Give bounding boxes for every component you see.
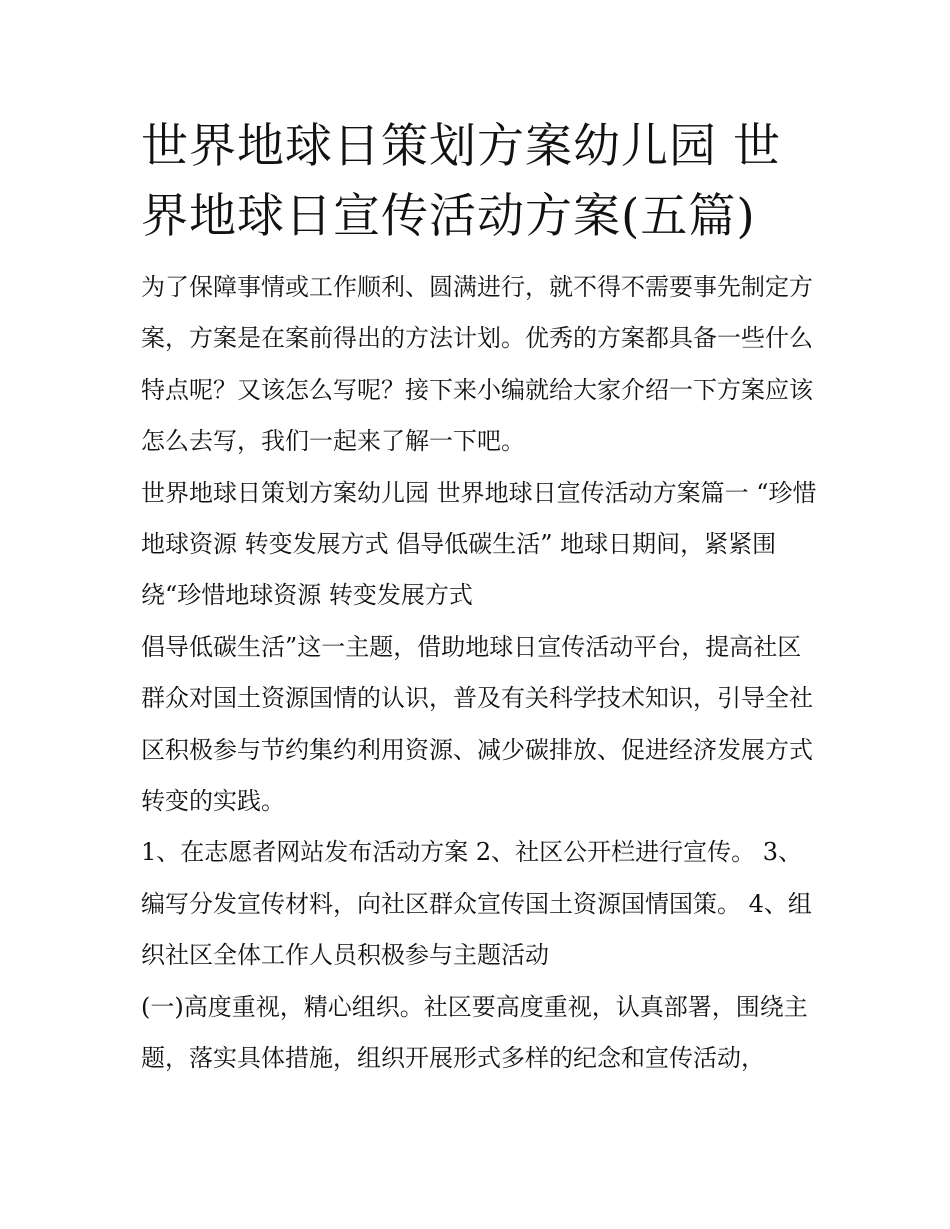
paragraph-organization: (一)高度重视，精心组织。社区要高度重视，认真部署，围绕主题，落实具体措施，组织开展形式多样的纪念和宣传活动， (141, 992, 808, 1073)
paragraph-intro: 为了保障事情或工作顺利、圆满进行，就不得不需要事先制定方案，方案是在案前得出的方法计划。优秀的方案都具备一些什么特点呢？又该怎么写呢？接下来小编就给大家介绍一下方案应该怎么去写，我们一起来了解一下吧。 (141, 273, 813, 456)
document-title: 世界地球日策划方案幼儿园 世界地球日宣传活动方案(五篇) (141, 119, 781, 244)
document-body (141, 262, 821, 1085)
paragraph-purpose: 倡导低碳生活”这一主题，借助地球日宣传活动平台，提高社区群众对国土资源国情的认识，普及有关科学技术知识，引导全社区积极参与节约集约利用资源、减少碳排放、促进经济发展方式转变的实践。 (141, 632, 813, 816)
paragraph-theme: 世界地球日策划方案幼儿园 世界地球日宣传活动方案篇一 “珍惜地球资源 转变发展方式 倡导低碳生活” 地球日期间，紧紧围绕“珍惜地球资源 转变发展方式 (141, 478, 817, 610)
paragraph-activities: 1、在志愿者网站发布活动方案 2、社区公开栏进行宣传。 3、编写分发宣传材料，向社区群众宣传国土资源国情国策。 4、组织社区全体工作人员积极参与主题活动 (141, 838, 812, 970)
document-content (141, 112, 821, 1085)
